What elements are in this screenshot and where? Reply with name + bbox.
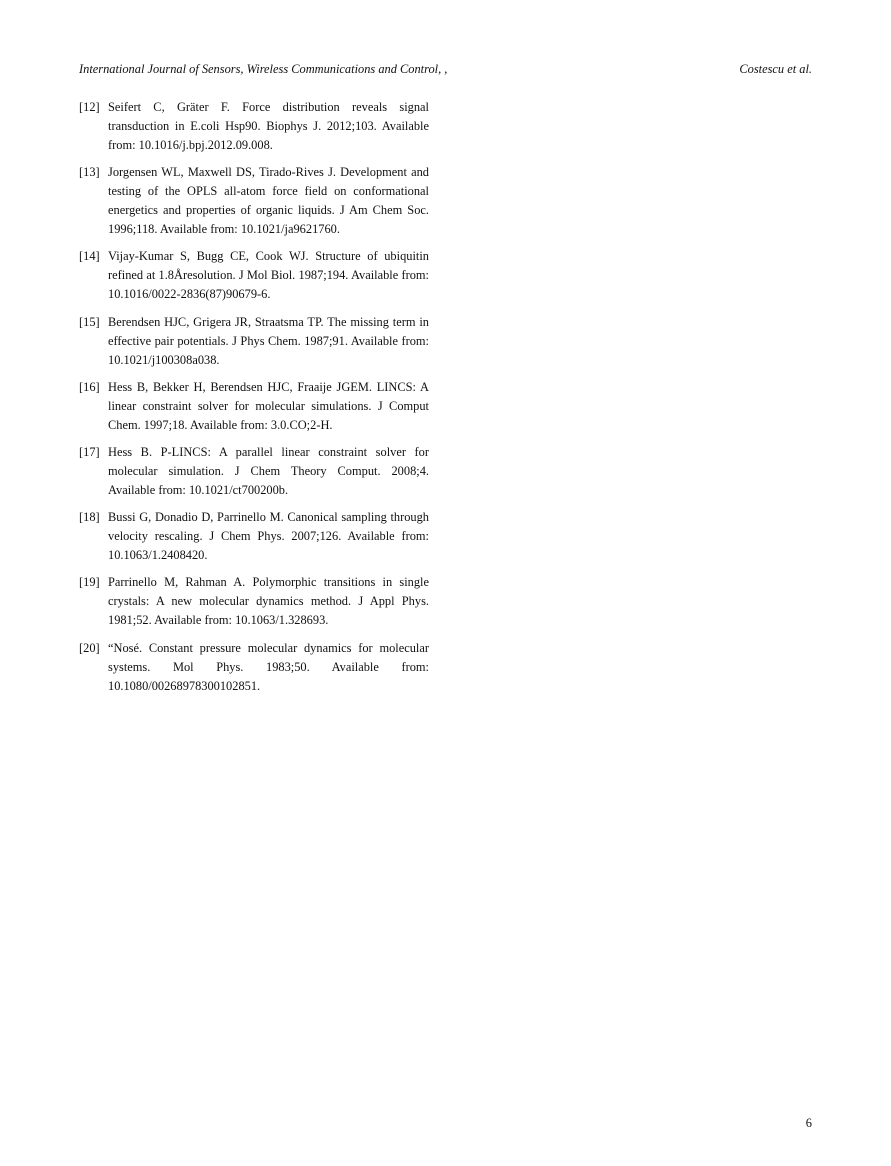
reference-number: [19] xyxy=(79,575,100,590)
reference-number: [17] xyxy=(79,444,100,459)
reference-item xyxy=(79,378,429,435)
reference-number: [12] xyxy=(79,100,100,114)
reference-text: Seifert C, Gräter F. Force distribution reveals signal transduction in E.coli Hsp90. Biophys J. 2012;103. Available from: 10.1016/j.bpj.2012.09.008. xyxy=(108,100,429,152)
reference-item xyxy=(79,443,429,500)
reference-text: Berendsen HJC, Grigera JR, Straatsma TP. The missing term in effective pair potentials. J Phys Chem. 1987;91. Available from: 10.1021/j100308a038. xyxy=(108,314,429,367)
reference-text: Hess B, Bekker H, Berendsen HJC, Fraaije JGEM. LINCS: A linear constraint solver for molecular simulations. J Comput Chem. 1997;18. Available from: 3.0.CO;2-H. xyxy=(108,379,429,432)
reference-text: Jorgensen WL, Maxwell DS, Tirado-Rives J. Development and testing of the OPLS all-atom force field on conformational energetics and properties of organic liquids. J Am Chem Soc. 1996;118. Available from: 10.1021/ja9621760. xyxy=(108,165,429,237)
reference-number: [20] xyxy=(79,640,100,655)
reference-item xyxy=(79,313,429,370)
reference-text: Vijay-Kumar S, Bugg CE, Cook WJ. Structure of ubiquitin refined at 1.8Åresolution. J Mol Biol. 1987;194. Available from: 10.1016/0022-2836(87)90679-6. xyxy=(108,249,429,302)
reference-text: Hess B. P-LINCS: A parallel linear constraint solver for molecular simulation. J Chem Theory Comput. 2008;4. Available from: 10.1021/ct700200b. xyxy=(108,444,429,497)
journal-title: International Journal of Sensors, Wireless Communications and Control, , xyxy=(79,62,448,76)
reference-number: [16] xyxy=(79,379,100,394)
reference-number: [15] xyxy=(79,314,100,329)
reference-item xyxy=(79,163,429,239)
reference-item xyxy=(79,247,429,304)
page-number: 6 xyxy=(805,1116,812,1130)
reference-item xyxy=(79,98,429,155)
reference-number: [14] xyxy=(79,249,100,264)
reference-number: [18] xyxy=(79,510,100,525)
reference-text: Bussi G, Donadio D, Parrinello M. Canonical sampling through velocity rescaling. J Chem Phys. 2007;126. Available from: 10.1063/1.2408420. xyxy=(108,510,429,563)
reference-item xyxy=(79,573,429,630)
reference-number: [13] xyxy=(79,165,100,180)
reference-text: Parrinello M, Rahman A. Polymorphic transitions in single crystals: A new molecular dynamics method. J Appl Phys. 1981;52. Available from: 10.1063/1.328693. xyxy=(108,575,429,628)
reference-text: “Nosé. Constant pressure molecular dynamics for molecular systems. Mol Phys. 1983;50. Available from: 10.1080/00268978300102851. xyxy=(108,640,429,693)
reference-list xyxy=(79,98,429,704)
reference-item xyxy=(79,639,429,696)
running-authors: Costescu et al. xyxy=(739,62,812,76)
reference-item xyxy=(79,508,429,565)
